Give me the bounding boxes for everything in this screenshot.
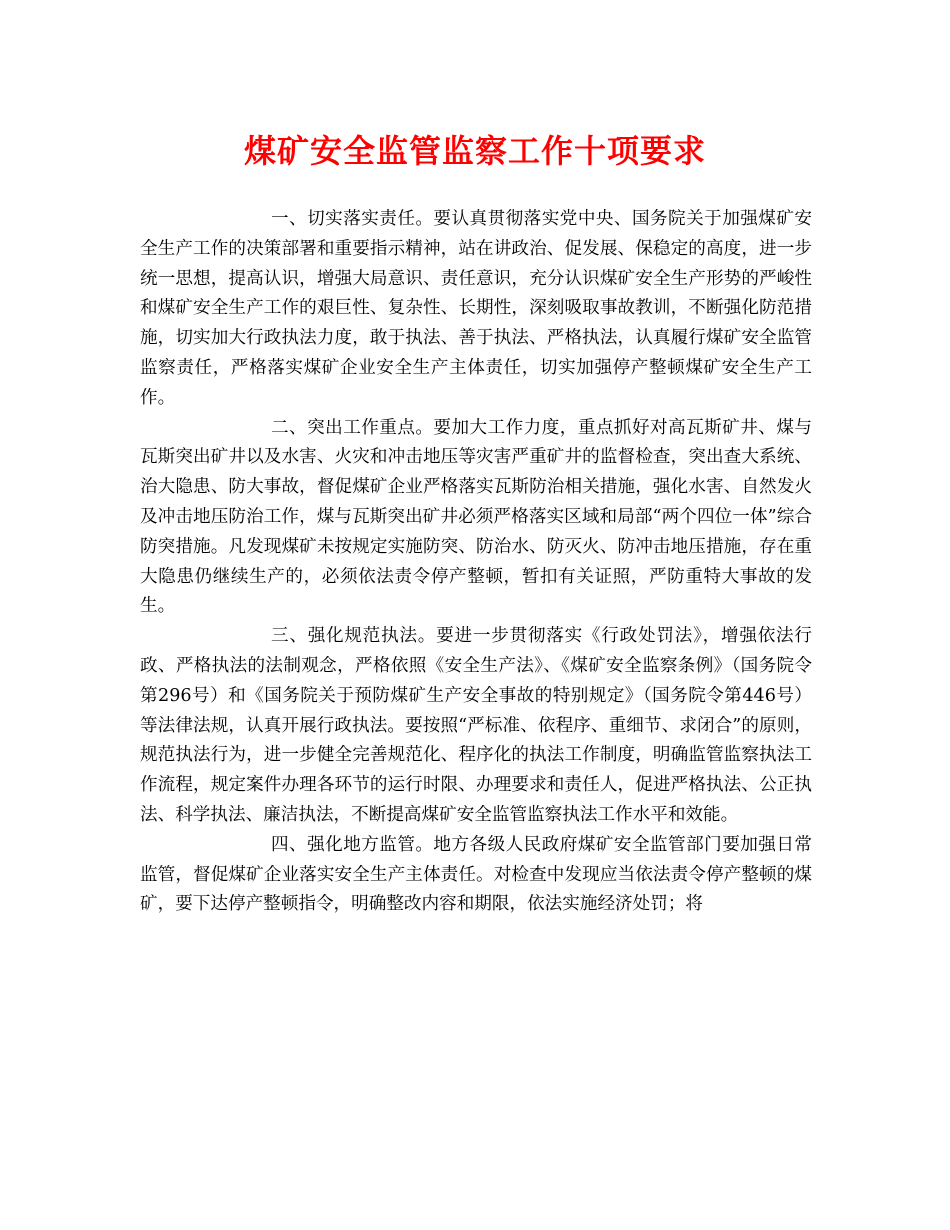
paragraph-4: 四、强化地方监管。地方各级人民政府煤矿安全监管部门要加强日常监管，督促煤矿企业落实安全生产主体责任。对检查中发现应当依法责令停产整顿的煤矿，要下达停产整顿指令，明确整改内容和期限，依法实施经济处罚；将 <box>140 834 812 915</box>
document-body <box>140 205 812 920</box>
paragraph-2: 二、突出工作重点。要加大工作力度，重点抓好对高瓦斯矿井、煤与瓦斯突出矿井以及水害、火灾和冲击地压等灾害严重矿井的监督检查，突出查大系统、治大隐患、防大事故，督促煤矿企业严格落实瓦斯防治相关措施，强化水害、自然发火及冲击地压防治工作，煤与瓦斯突出矿井必须严格落实区域和局部“两个四位一体”综合防突措施。凡发现煤矿未按规定实施防突、防治水、防灭火、防冲击地压措施，存在重大隐患仍继续生产的，必须依法责令停产整顿，暂扣有关证照，严防重特大事故的发生。 <box>140 417 812 617</box>
paragraph-1: 一、切实落实责任。要认真贯彻落实党中央、国务院关于加强煤矿安全生产工作的决策部署和重要指示精神，站在讲政治、促发展、保稳定的高度，进一步统一思想，提高认识，增强大局意识、责任意识，充分认识煤矿安全生产形势的严峻性和煤矿安全生产工作的艰巨性、复杂性、长期性，深刻吸取事故教训，不断强化防范措施，切实加大行政执法力度，敢于执法、善于执法、严格执法，认真履行煤矿安全监管监察责任，严格落实煤矿企业安全生产主体责任，切实加强停产整顿煤矿安全生产工作。 <box>140 209 812 408</box>
document-title: 煤矿安全监管监察工作十项要求 <box>243 132 706 170</box>
paragraph-3: 三、强化规范执法。要进一步贯彻落实《行政处罚法》，增强依法行政、严格执法的法制观念，严格依照《安全生产法》、《煤矿安全监察条例》（国务院令第296号）和《国务院关于预防煤矿生产安全事故的特别规定》（国务院令第446号）等法律法规，认真开展行政执法。要按照“严标准、依程序、重细节、求闭合”的原则，规范执法行为，进一步健全完善规范化、程序化的执法工作制度，明确监管监察执法工作流程，规定案件办理各环节的运行时限、办理要求和责任人，促进严格执法、公正执法、科学执法、廉洁执法，不断提高煤矿安全监管监察执法工作水平和效能。 <box>140 626 812 825</box>
